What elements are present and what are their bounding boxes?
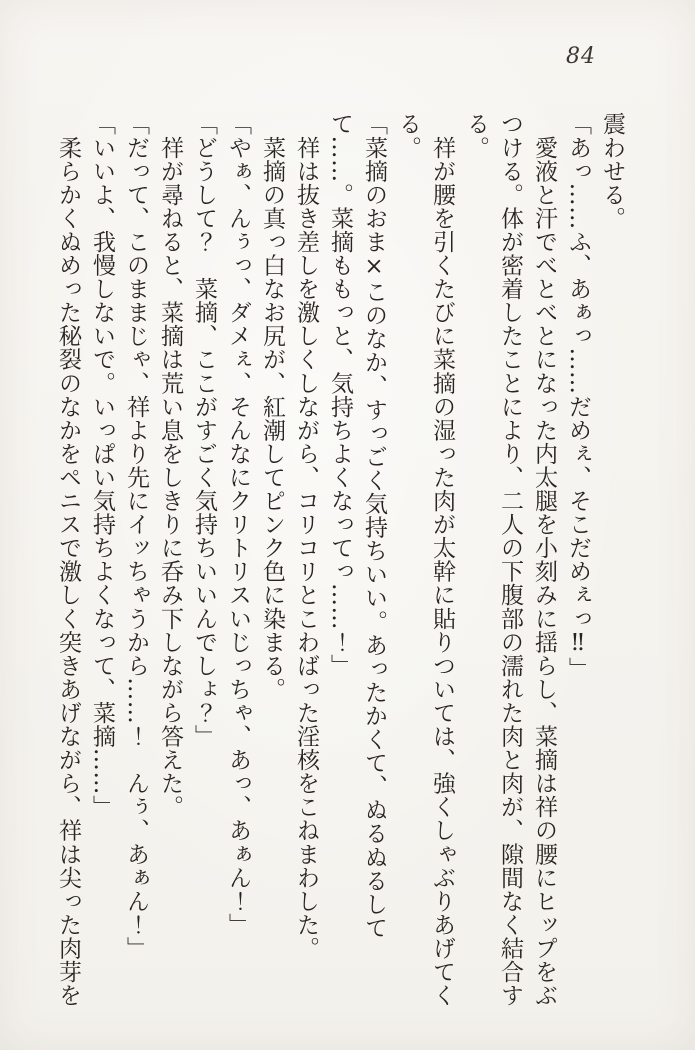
- paragraph: 「やぁ、んぅっ、ダメぇ、そんなにクリトリスいじっちゃ、あっ、あぁん！」: [225, 112, 251, 937]
- paragraph: 祥が尋ねると、菜摘は荒い息をしきりに呑み下しながら答えた。: [157, 112, 183, 819]
- paragraph: 「どうして？ 菜摘、ここがすごく気持ちいいんでしょ？」: [191, 112, 217, 748]
- paragraph: 「菜摘のおま×このなか、すっごく気持ちいい。あったかくて、ぬるぬるしてて……。菜摘ももっと、気持ちよくなってっ……！」: [327, 112, 387, 940]
- paragraph: 菜摘の真っ白なお尻が、紅潮してピンク色に染まる。: [259, 112, 285, 701]
- page-number: 84: [566, 44, 596, 69]
- paragraph: 「だって、このままじゃ、祥より先にイッちゃうから……！ んぅ、あぁん！」: [123, 112, 149, 960]
- paragraph: 震わせる。: [599, 112, 625, 230]
- paragraph: 「あっ……ふ、あぁっ……だめぇ、そこだめぇっ‼」: [565, 112, 591, 681]
- paragraph: 柔らかくぬめった秘裂のなかをペニスで激しく突きあげながら、祥は尖った肉芽を: [55, 112, 81, 1007]
- page-text: [51, 112, 629, 1009]
- paragraph: 祥は抜き差しを激しくしながら、コリコリとこわばった淫核をこねまわした。: [293, 112, 319, 960]
- paragraph: 愛液と汗でべとべとになった内太腿を小刻みに揺らし、菜摘は祥の腰にヒップをぶつける。体が密着したことにより、二人の下腹部の濡れた肉と肉が、隙間なく結合する。: [463, 112, 557, 1007]
- paragraph: 祥が腰を引くたびに菜摘の湿った肉が太幹に貼りついては、強くしゃぶりあげてくる。: [395, 112, 455, 1007]
- paragraph: 「いいよ、我慢しないで。いっぱい気持ちよくなって、菜摘……」: [89, 112, 115, 819]
